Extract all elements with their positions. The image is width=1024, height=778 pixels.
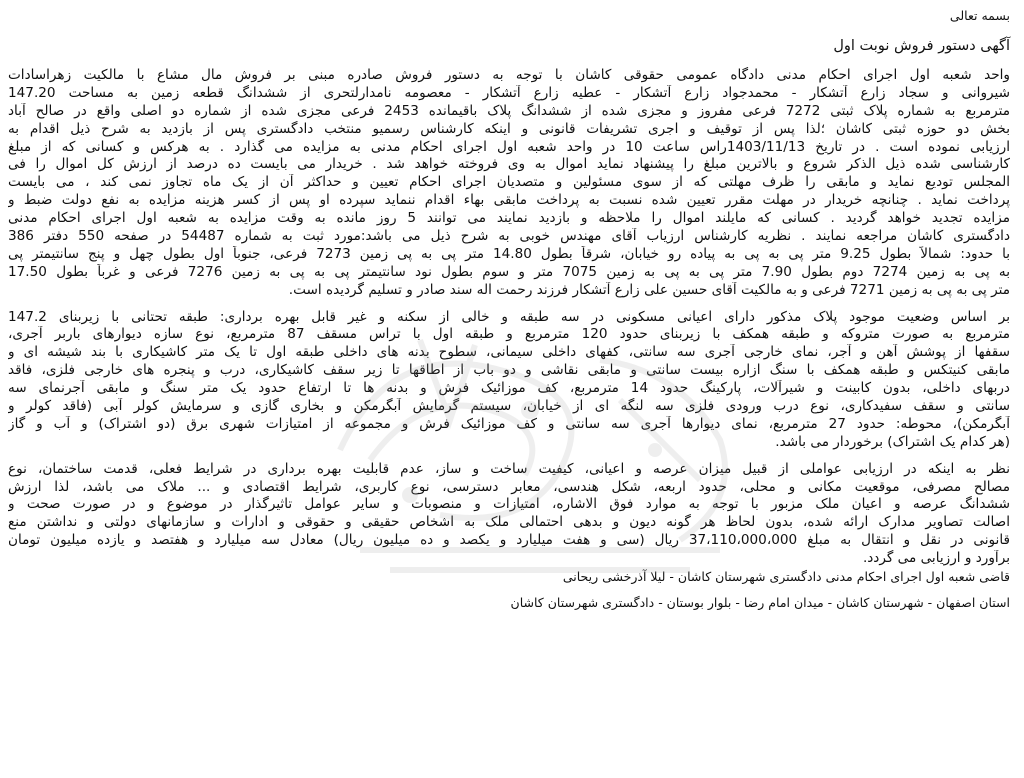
text-line: با حدود: شمالاً بطول 9.25 متر پی به پی به پیاده رو خیابان، شرقاً بطول 14.80 متر پی به پی زمین 7273 فرعی، جنوباً اول بطول چهل و پنج سانتیمتر پی [8, 245, 1010, 262]
text-line: بر اساس وضعیت موجود پلاک مذکور دارای اعیانی مسکونی در سه طبقه و خالی از سکنه و غیر قابل بهره برداری: طبقه تحتانی با زیربنای 147.2 [8, 308, 1010, 325]
text-line: مصالح مصرفی، موقعیت مکانی و محلی، حدود اربعه، شکل هندسی، معابر دسترسی، نوع کاربری، شرایط اقتصادی و ... ملاک می باشد، لذا ارزش [8, 478, 1010, 495]
text-line: قانونی در نقل و انتقال به مبلغ 37،110،000،000 ریال (سی و هفت میلیارد و یکصد و ده میلیون ریال) معادل سه میلیارد و هفتصد و یازده میلیون تومان [8, 532, 1010, 549]
text-line: اصالت تصاویر مدارک ارائه شده، بدون لحاظ هر گونه دیون و بدهی احتمالی ملک به اشخاص حقیقی و حقوقی و ادارات و سازمانهای دولتی و نداشتن منع [8, 514, 1010, 531]
text-line: دادگستری کاشان مراجعه نمایند . نظریه کارشناس ارزیاب آقای مهندس خوبی به شرح ذیل می باشد:مورد ثبت به شماره 54487 در صفحه 550 دفتر 386 [8, 228, 1010, 245]
text-line: ارزیابی نموده است . در تاریخ 1403/11/13راس ساعت 10 در واحد شعبه اول اجرای احکام مدنی به مزایده می گذارد . به هرکس و کسانی که از مبلغ [8, 138, 1010, 155]
text-line: نظر به اینکه در ارزیابی عواملی از قبیل میزان عرصه و اعیانی، کیفیت ساخت و ساز، عدم قابلیت بهره برداری در شرایط فعلی، قدمت ساختمان، نوع [8, 460, 1010, 477]
text-line: دربهای داخلی، بدون کابینت و شیرآلات، پارکینگ حدود 14 مترمربع، کف موزائیک فرش و بدنه ها تا ارتفاع حدود یک متر سنگ و مابقی آجرنمای سه [8, 380, 1010, 397]
text-line: واحد شعبه اول اجرای احکام مدنی دادگاه عمومی حقوقی کاشان با توجه به دستور فروش صادره مبنی بر فروش مال مشاع با مالکیت زهراسادات [8, 67, 1010, 83]
text-line: مترمربع به شماره پلاک ثبتی 7272 فرعی مفروز و مجزی شده از ششدانگ پلاک باقیمانده 2453 فرعی مجزی شده از شماره دو اصلی واقع در صالح آباد [8, 102, 1010, 119]
court-address: استان اصفهان - شهرستان کاشان - میدان امام رضا - بلوار بوستان - دادگستری شهرستان کاشان [510, 595, 1010, 611]
text-line: ششدانگ عرصه و اعیان ملک مزبور با توجه به موارد فوق الاشاره، امتیازات و منصوبات و سایر عوامل تاثیرگذار در موضوع و در صورت صحت و [8, 496, 1010, 513]
text-line: شیروانی و سجاد زارع آتشکار - محمدجواد زارع آتشکار - عطیه زارع آتشکار - معصومه نامدارلتحری از ششدانگ قطعه زمین به مساحت 147.20 [8, 84, 1010, 101]
text-line: (هر کدام یک اشتراک) برخوردار می باشد. [775, 433, 1010, 450]
text-line: متر پی به پی به زمین 7271 فرعی و به مالکیت آقای حسین علی زارع آتشکار فرزند رحمت اله سند صادر و تسلیم گردیده است. [288, 281, 1010, 298]
text-line: مزایده تجدید خواهد گردید . کسانی که مایلند اموال را ملاحظه و بازدید نمایند می توانند 5 روز مانده به وقت مزایده به شعبه اول اجرای احکام مدنی [8, 210, 1010, 227]
text-line: سقفها از پوشش آهن و آجر، نمای خارجی آجری سه سانتی، کفهای داخلی سیمانی، سطوح بدنه های داخلی طبقه اول تا یک متر کاشیکاری با بند شیشه ای و [8, 344, 1010, 361]
auction-terms-paragraph [8, 67, 1010, 300]
text-line: بخش دو حوزه ثبتی کاشان ؛لذا پس از توقیف و اجری تشریفات قانونی و اینکه کارشناس رسمیو منتخب دادگستری پس از بازدید به شرح ذیل اقدام به [8, 120, 1010, 137]
text-line: آبگرمکن)، محوطه: حدود 27 مترمربع، نمای دیوارها آجری سه سانتی و کف موزائیک فرش و مجموعه از امتیازات شهری برق (دو اشتراک) و آب و گاز [8, 415, 1010, 432]
property-description-paragraph [8, 309, 1010, 452]
text-line: مابقی کنیتکس و طبقه همکف با سنگ ازاره بیست سانتی و مابقی نقاشی و دو باب از اطاقها تا زیر سقف کاشیکاری، درب و پنجره های خارجی فلزی، فاقد [8, 362, 1010, 379]
text-line: المجلس تودیع نماید و مابقی را ظرف مهلتی که از سوی مسئولین و متصدیان اجرای احکام تعیین و حداکثر آن از یک ماه تجاوز نمی کند ، می بایست [8, 174, 1010, 191]
valuation-paragraph [8, 461, 1010, 585]
judge-signature-line: قاضی شعبه اول اجرای احکام مدنی دادگستری شهرستان کاشان - لیلا آذرخشی ریحانی [562, 569, 1010, 585]
notice-title: آگهی دستور فروش نوبت اول [833, 38, 1010, 54]
text-line: پرداخت نماید . چنانچه خریدار در مهلت مقرر تعیین شده نسبت به پرداخت مابقی بهاء اقدام ننماید سپرده او پس از کسر هزینه مزایده به نفع دولت ضبط و [8, 192, 1010, 209]
text-line: برآورد و ارزیابی می گردد. [862, 550, 1010, 567]
bismillah-heading: بسمه تعالی [949, 8, 1010, 23]
text-line: به پی به زمین 7274 دوم بطول 7.90 متر پی به پی به زمین 7075 متر و سوم بطول نود سانتیمتر پی به پی به زمین 7276 فرعی و غرباً بطول 17.50 [8, 263, 1010, 280]
text-line: کارشناسی شده ذیل الذکر شروع و بالاترین مبلغ را پیشنهاد نماید اموال به وی فروخته خواهد شد . خریدار می بایست ده درصد از ارزش کل اموال را فی [8, 156, 1010, 173]
text-line: سانتی و سقف سفیدکاری، نوع درب ورودی فلزی سه لنگه ای از خیابان، سیستم گرمایش آبگرمکن و بخاری گازی و سرمایش کولر آبی (فاقد کولر و [8, 398, 1010, 415]
text-line: مترمربع به صورت متروکه و طبقه همکف با زیربنای حدود 120 مترمربع و طبقه اول با تراس مسقف 87 مترمربع، نوع سازه دیوارهای باربر آجری، [8, 326, 1010, 343]
